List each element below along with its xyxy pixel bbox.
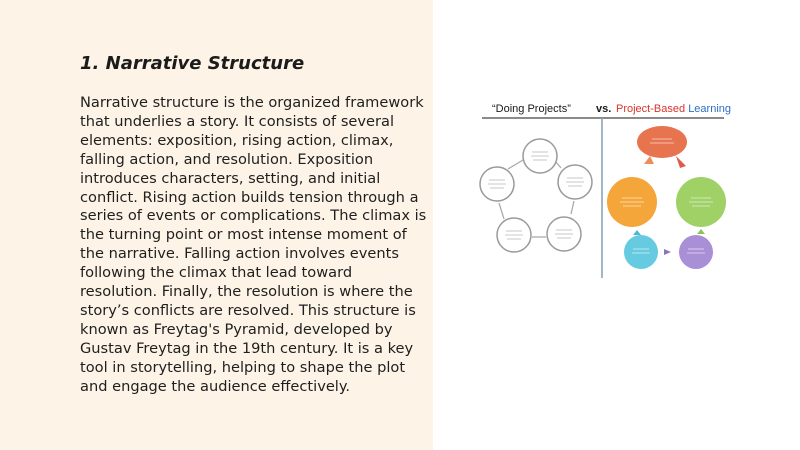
cycle-arrow-icon [508, 160, 523, 169]
pbl-title-dash: - [650, 103, 654, 115]
vs-label: vs. [596, 103, 612, 115]
projects-vs-pbl-figure [468, 96, 736, 281]
pbl-title [616, 103, 731, 115]
pbl-bubble-icon [624, 235, 658, 269]
cycle-arrow-icon [499, 203, 504, 219]
doing-projects-cycle [480, 139, 592, 252]
section-heading: 1. Narrative Structure [80, 53, 305, 74]
pbl-arrow-icon [644, 156, 654, 164]
pbl-arrow-icon [664, 249, 671, 255]
cycle-arrow-icon [571, 201, 574, 214]
cycle-arrow-icon [556, 162, 561, 168]
comparison-diagram [468, 96, 736, 281]
pbl-arrow-icon [697, 229, 705, 234]
pbl-bubble-icon [679, 235, 713, 269]
pbl-cycle [607, 126, 726, 269]
pbl-arrow-icon [676, 156, 686, 168]
pbl-arrow-icon [633, 230, 641, 235]
narrative-paragraph: Narrative structure is the organized framework that underlies a story. It consists of several elements: exposition, rising action, climax, falling action, and resolution. Exposition introduces characters, setting, and initial conflict. Rising action builds tension through a series of events or complications. The climax is the turning point or most intense moment of the narrative. Falling action involves events following the climax that lead toward resolution. Finally, the resolution is where the story’s conflicts are resolved. This structure is known as Freytag's Pyramid, developed by Gustav Freytag in the 19th century. It is a key tool in storytelling, helping to shape the plot and engage the audience effectively. [80, 94, 427, 395]
pbl-title-project: Project [616, 103, 651, 115]
pbl-title-learning: Learning [688, 103, 732, 115]
doing-projects-title: “Doing Projects” [492, 103, 571, 115]
pbl-bubble-icon [637, 126, 687, 158]
pbl-title-based: Based [653, 103, 686, 115]
